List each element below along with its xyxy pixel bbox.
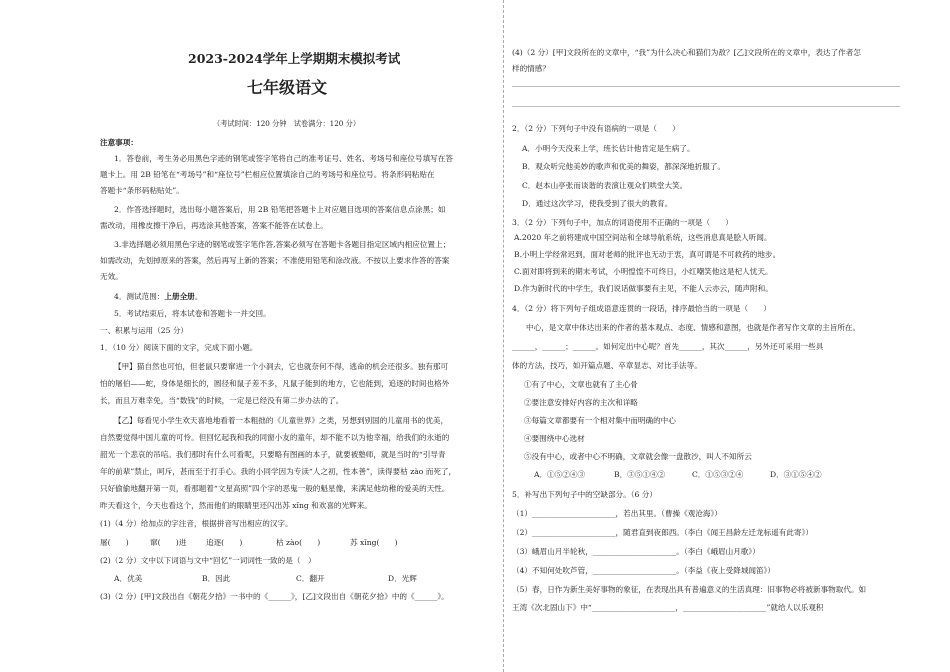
q4-paragraph: ______，______；______。如何定出中心呢？首先______，其次______，另外还可采用一些具 [512,342,824,351]
passage-jia-line: 【甲】猫自然也可怕，但老鼠只要窜进一个小洞去，它也就奈何不得，逃命的机会还很多。独有那可 [114,362,449,371]
passage-jia-line: 长，而且万难幸免，当“数钱”的时候，一定是已经没有第二步办法的了。 [100,396,344,405]
notice-3c: 无效。 [100,272,123,281]
notice-4: 4．测试范围：上册全册。 [114,292,203,301]
notice-heading: 注意事项： [100,138,138,147]
q2-option: C．赵本山亭张而谈谐的表演让观众们哄堂大笑。 [522,181,688,190]
q1-2-option: B．因此 [202,574,231,583]
question-1-3: (3)（2 分）[甲]文段出自《朝花夕拾》一书中的《______》，[乙]文段出自《朝花夕拾》中的《______》。 [100,592,449,601]
question-4: 4．（2 分）将下列句子组成语意连贯的一段话，排序最恰当的一项是（ ） [512,304,771,313]
exam-subtitle: 七年级语文 [247,78,328,97]
question-1-4b: 样的情感？ [512,64,550,73]
q5-item: （4）不知何处吹芦管，______________________。（李益《夜上受降城闻笛》） [512,566,776,575]
q2-option: D．通过这次学习，使我受到了很大的教育。 [522,199,673,208]
passage-yi-line: 只好偷偷地翻开第一页，看那题着“文星高照”四个字的恶鬼一般的魁星像，来满足他幼稚的爱美的天性。 [100,484,450,493]
passage-yi-line: 年的前辈”禁止，呵斥，甚而至于打手心。我的小同学因为专读“人之初，性本善”，读得要枯 zào 而死了， [100,467,457,476]
notice-2b: 需改动，用橡皮擦干净后，再选涂其他答案，答案不能答在试卷上。 [100,221,328,230]
question-1-1: (1)（4 分）给加点的字注音，根据拼音写出相应的汉字。 [100,519,293,528]
q1-2-option: D．光辉 [388,574,417,583]
q3-option: C.面对即将到来的期末考试，小明惶惶不可终日，小红嘲笑他这是杞人忧天。 [514,267,773,276]
notice-5: 5．考试结束后，将本试卷和答题卡一并交回。 [114,309,271,318]
passage-jia-line: 怕的屠伯——蛇，身体是细长的，圆径和鼠子差不多，凡鼠子能到的地方，它也能到，追逐的时间也格外 [100,379,450,388]
q4-option: B．③⑤①④② [614,470,666,479]
notice-1c: 答题卡“条形码粘贴处”。 [100,186,184,195]
notice-1b: 题卡上。用 2B 铅笔在“考场号”和“座位号”栏相应位置填涂自己的考场号和座位号。将条形码粘贴在 [100,170,435,179]
page-divider [503,0,504,672]
q4-item: ③每篇文章都要有一个相对集中而明确的中心 [524,416,676,425]
notice-3a: 3.非选择题必须用黑色字迹的钢笔或签字笔作答,答案必须写在答题卡各题目指定区域内相应位置上； [114,240,451,249]
q2-option: B．观众听完他美妙的歌声和优美的舞姿，都深深地折服了。 [522,162,726,171]
exam-info: （考试时间：120 分钟 试卷满分：120 分） [213,119,361,128]
q4-paragraph: 中心，是文章中体达出来的作者的基本观点、态度、情感和意图，也就是作者写作文章的主旨所在。 [526,323,861,332]
exam-title: 2023-2024学年上学期期末模拟考试 [188,51,401,66]
question-3: 3．（2 分）下列句子中，加点的词语使用不正确的一项是（ ） [512,218,733,227]
passage-yi-line: 昨天看这个，今天也看这个，然而他们的眼睛里还闪出苏 xǐng 和欢喜的光辉来。 [100,501,372,510]
answer-line [512,86,900,87]
question-5: 5．补写出下列句子中的空缺部分。（6 分） [512,490,657,499]
q3-option: B.小明上学经常迟到，面对老师的批评也无动于衷，真可谓是不可救药的地步。 [514,250,781,259]
right-column [512,0,902,672]
question-1-4a: (4)（2 分）[甲]文段所在的文章中，“我”为什么决心和猫们为敌？[乙]文段所在的文章中，表达了作者怎 [512,48,861,57]
q4-paragraph: 体的方法，技巧，如开篇点题、卒章显志、对比手法等。 [512,361,702,370]
q5-item: （2）______________________，随君直到夜郎西。（李白《闻王昌龄左迁龙标遥有此寄》） [512,528,813,537]
notice-2a: 2．作答选择题时，选出每小题答案后，用 2B 铅笔把答题卡上对应题目选项的答案信息点涂黑；如 [114,205,446,214]
question-1: 1．（10 分）阅读下面的文字，完成下面小题。 [100,343,258,352]
q4-option: A．①⑤②④③ [534,470,586,479]
q1-1-item: 苏 xǐng( ) [350,538,398,547]
q4-option: C．①⑤③②④ [692,470,744,479]
q1-1-item: 追逐( ) [206,538,243,547]
question-1-2: (2)（2 分）文中以下词语与文中“回忆”一词词性一致的是（ ） [100,556,316,565]
q3-option: D.作为新时代的中学生，我们说话做事要有主见，不能人云亦云，随声附和。 [514,284,773,293]
q5-item: （3）峨眉山月半轮秋，______________________。（李白《峨眉山月歌》） [512,547,760,556]
q4-item: ②要注意安排好内容的主次和详略 [524,398,638,407]
q1-2-option: C．翻开 [296,574,325,583]
q4-item: ⑤没有中心，或者中心不明确，文章就会像一盘散沙，叫人不知所云 [524,452,752,461]
left-column [98,0,494,672]
q1-1-item: 屠( ) [100,538,129,547]
q1-1-item: 窜( )进 [150,538,187,547]
q4-option: D．③①⑤④② [770,470,822,479]
q2-option: A．小明今天没来上学，班长估计他肯定是生病了。 [522,144,695,153]
answer-line [512,106,900,107]
q1-1-item: 枯 zào( ) [276,538,321,547]
q1-2-option: A．优美 [114,574,143,583]
q4-item: ④要围绕中心选材 [524,434,585,443]
q5-item: （1）______________________，若出其里。（曹操《观沧海》） [512,509,722,518]
q4-item: ①有了中心，文章也就有了主心骨 [524,380,638,389]
question-2: 2．（2 分）下列句子中没有语病的一项是（ ） [512,124,680,133]
passage-yi-line: 韶光一个悲哀的吊唁。我们那时有什么可看呢，只要略有图画的本子，就要被塾师，就是当时的“引导青 [100,450,446,459]
q5-item: （5）春，日作为新生美好事物的象征，在表现出具有普遍意义的生活真理：旧事物必将被新事物取代。如 [512,585,867,594]
section-1-heading: 一、积累与运用（25 分） [100,326,189,335]
passage-yi-line: 【乙】每看见小学生欢天喜地地看着一本粗拙的《儿童世界》之类，另想到别国的儿童用书的优美， [114,416,449,425]
notice-1a: 1．答卷前，考生务必用黑色字迹的钢笔或签字笔将自己的准考证号、姓名、考场号和座位号填写在答 [114,154,453,163]
q3-option: A.2020 年之前将建成中国空间站和全球导航系统，这些消息真是脍人听闻。 [514,233,772,242]
passage-yi-line: 自然要觉得中国儿童的可怜。但回忆起我和我的同窗小友的童年，却不能不以为他幸福，给我们的永逝的 [100,433,450,442]
q5-item: 王湾《次北固山下》中“______________________，______________________”就给人以乐观积 [512,603,824,612]
notice-3b: 如需改动，先划掉原来的答案，然后再写上新的答案；不准使用铅笔和涂改液。不按以上要求作答的答案 [100,256,450,265]
